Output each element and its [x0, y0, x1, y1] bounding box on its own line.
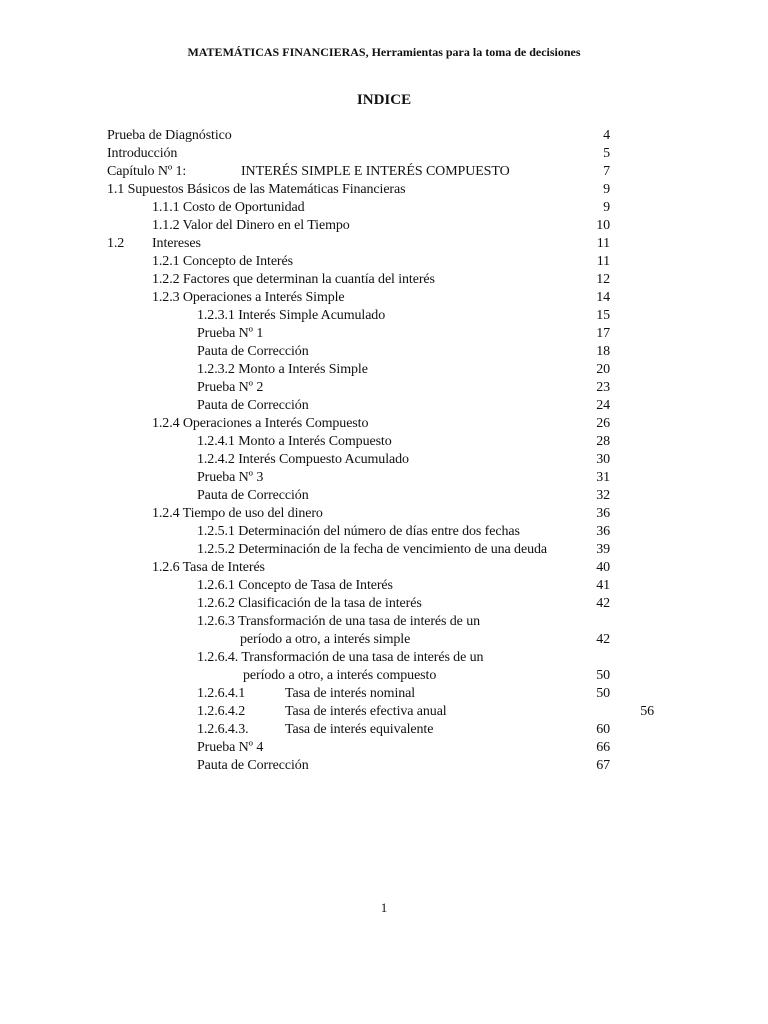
toc-entry-number: 1.2.6.4.1 [197, 686, 246, 701]
toc-entry-page: 42 [596, 632, 610, 647]
toc-entry-text: 1.2.3.1 Interés Simple Acumulado [197, 308, 386, 323]
toc-entry [0, 163, 768, 181]
toc-entry [0, 577, 768, 595]
toc-entry-page: 9 [603, 200, 610, 215]
toc-entry [0, 415, 768, 433]
toc-entry-page: 28 [596, 434, 610, 449]
toc-entry-text: INTERÉS SIMPLE E INTERÉS COMPUESTO [241, 164, 510, 179]
toc-entry-page: 41 [596, 578, 610, 593]
toc-entry [0, 289, 768, 307]
toc-entry-text: Tasa de interés efectiva anual [285, 704, 447, 719]
toc-entry-number: 1.2.6.4.2 [197, 704, 246, 719]
toc-entry-page: 39 [596, 542, 610, 557]
toc-entry-text: Pauta de Corrección [197, 398, 309, 413]
running-header: MATEMÁTICAS FINANCIERAS, Herramientas para la toma de decisiones [187, 45, 581, 59]
toc-entry-page: 36 [596, 506, 610, 521]
toc-entry [0, 757, 768, 775]
toc-entry-text: período a otro, a interés compuesto [243, 668, 437, 683]
toc-entry-page: 26 [596, 416, 610, 431]
toc-entry-text: 1.2.5.1 Determinación del número de días entre dos fechas [197, 524, 520, 539]
toc-entry-text: 1.2.3.2 Monto a Interés Simple [197, 362, 368, 377]
toc-entry-text: período a otro, a interés simple [240, 632, 411, 647]
toc-entry-text: 1.1.2 Valor del Dinero en el Tiempo [152, 218, 350, 233]
toc-entry [0, 469, 768, 487]
toc-entry-page: 10 [596, 218, 610, 233]
toc-entry-page: 30 [596, 452, 610, 467]
toc-entry [0, 253, 768, 271]
toc-entry-text: Introducción [107, 146, 178, 161]
toc-entry-text: 1.2.4 Tiempo de uso del dinero [152, 506, 323, 521]
toc-entry-page: 50 [596, 668, 610, 683]
toc-entry-text: Pauta de Corrección [197, 488, 309, 503]
toc-entry [0, 379, 768, 397]
toc-entry-page: 5 [603, 146, 610, 161]
toc-entry-text: 1.2.4.1 Monto a Interés Compuesto [197, 434, 392, 449]
toc-entry-page: 14 [596, 290, 610, 305]
toc-entry-page: 11 [596, 236, 610, 251]
toc-entry [0, 181, 768, 199]
toc-entry-text: Tasa de interés nominal [285, 686, 416, 701]
toc-entry-number: 1.2.6.4.3. [197, 722, 249, 737]
toc-entry [0, 361, 768, 379]
table-of-contents [0, 127, 768, 775]
toc-entry-text: 1.2.4 Operaciones a Interés Compuesto [152, 416, 369, 431]
toc-entry [0, 235, 768, 253]
toc-entry-text: Prueba Nº 2 [197, 380, 264, 395]
toc-entry [0, 505, 768, 523]
toc-entry [0, 325, 768, 343]
toc-entry-text: 1.2.5.2 Determinación de la fecha de vencimiento de una deuda [197, 542, 547, 557]
toc-entry [0, 199, 768, 217]
toc-entry-page: 36 [596, 524, 610, 539]
toc-entry-number: Capítulo Nº 1: [107, 164, 187, 179]
toc-entry-page: 9 [603, 182, 610, 197]
toc-entry-page: 17 [596, 326, 610, 341]
toc-entry [0, 631, 768, 649]
toc-entry-text: 1.2.2 Factores que determinan la cuantía del interés [152, 272, 435, 287]
toc-entry-page: 67 [596, 758, 610, 773]
toc-entry-number: 1.2 [107, 236, 125, 251]
toc-entry [0, 541, 768, 559]
page-title: INDICE [356, 92, 412, 108]
toc-entry-page: 20 [596, 362, 610, 377]
toc-entry [0, 217, 768, 235]
toc-entry-text: 1.2.6.4. Transformación de una tasa de interés de un [197, 650, 484, 665]
toc-entry-text: Tasa de interés equivalente [285, 722, 434, 737]
toc-entry-page: 4 [603, 128, 610, 143]
toc-entry [0, 523, 768, 541]
toc-entry [0, 739, 768, 757]
toc-entry [0, 703, 768, 721]
toc-entry [0, 307, 768, 325]
toc-entry-page: 40 [596, 560, 610, 575]
toc-entry-text: Pauta de Corrección [197, 758, 309, 773]
toc-entry-text: 1.2.6 Tasa de Interés [152, 560, 265, 575]
toc-entry-text: Pauta de Corrección [197, 344, 309, 359]
toc-entry [0, 145, 768, 163]
toc-entry-text: 1.2.6.1 Concepto de Tasa de Interés [197, 578, 393, 593]
toc-entry [0, 595, 768, 613]
toc-entry [0, 649, 768, 667]
toc-entry [0, 667, 768, 685]
toc-entry [0, 613, 768, 631]
toc-entry-text: Intereses [152, 236, 201, 251]
toc-entry-page: 31 [596, 470, 610, 485]
toc-entry [0, 685, 768, 703]
toc-entry-page: 42 [596, 596, 610, 611]
toc-entry-text: Prueba Nº 4 [197, 740, 264, 755]
toc-entry-text: 1.2.6.2 Clasificación de la tasa de interés [197, 596, 422, 611]
toc-entry-page: 66 [596, 740, 610, 755]
toc-entry-page: 56 [640, 704, 654, 719]
toc-entry-text: Prueba Nº 1 [197, 326, 264, 341]
toc-entry-text: 1.1 Supuestos Básicos de las Matemáticas Financieras [107, 182, 406, 197]
toc-entry [0, 451, 768, 469]
toc-entry-page: 23 [596, 380, 610, 395]
toc-entry [0, 721, 768, 739]
toc-entry [0, 271, 768, 289]
toc-entry-text: 1.2.1 Concepto de Interés [152, 254, 293, 269]
toc-entry-page: 11 [596, 254, 610, 269]
toc-entry-page: 15 [596, 308, 610, 323]
toc-entry-text: 1.2.4.2 Interés Compuesto Acumulado [197, 452, 409, 467]
toc-entry-text: Prueba Nº 3 [197, 470, 264, 485]
toc-entry [0, 127, 768, 145]
toc-entry-text: 1.1.1 Costo de Oportunidad [152, 200, 305, 215]
toc-entry-text: 1.2.3 Operaciones a Interés Simple [152, 290, 345, 305]
toc-entry-text: 1.2.6.3 Transformación de una tasa de interés de un [197, 614, 481, 629]
toc-entry-page: 18 [596, 344, 610, 359]
toc-entry [0, 397, 768, 415]
toc-entry [0, 433, 768, 451]
toc-entry [0, 559, 768, 577]
toc-entry-page: 32 [596, 488, 610, 503]
toc-entry [0, 343, 768, 361]
page-number: 1 [380, 900, 388, 915]
toc-entry-page: 7 [603, 164, 610, 179]
toc-entry-page: 12 [596, 272, 610, 287]
toc-entry-page: 60 [596, 722, 610, 737]
toc-entry [0, 487, 768, 505]
toc-entry-text: Prueba de Diagnóstico [107, 128, 232, 143]
toc-entry-page: 24 [596, 398, 610, 413]
toc-entry-page: 50 [596, 686, 610, 701]
